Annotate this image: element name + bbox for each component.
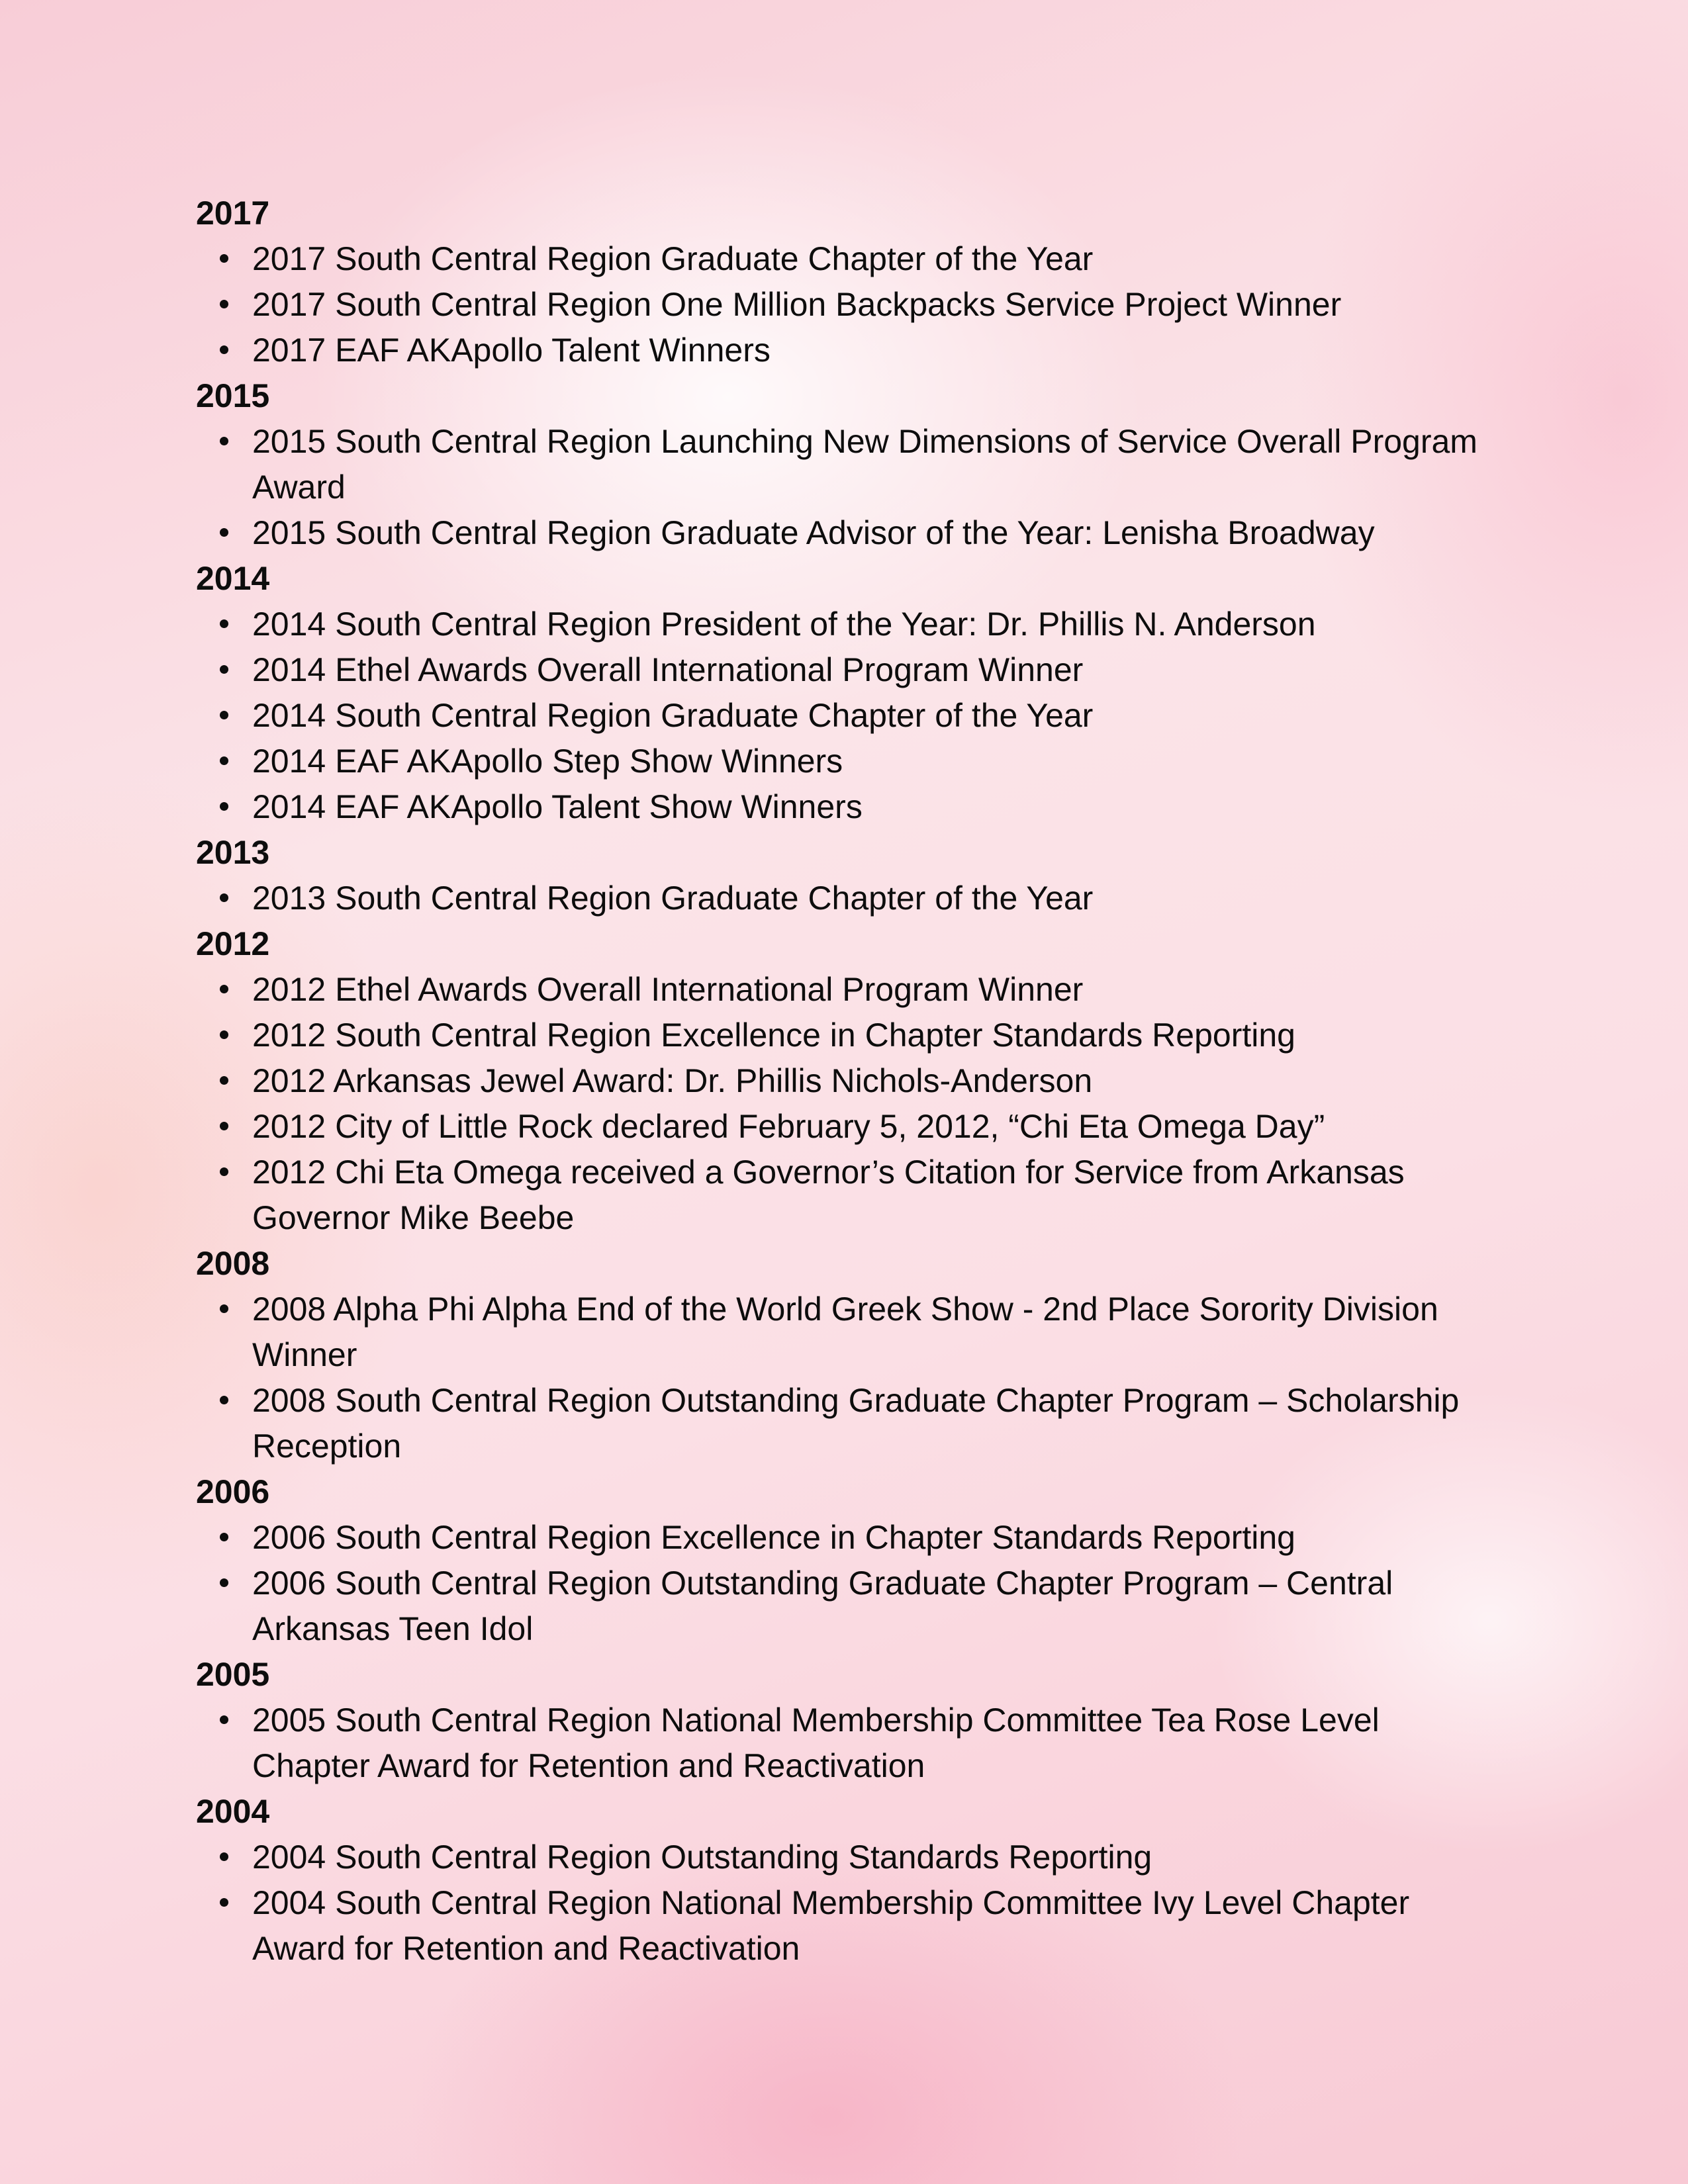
- award-item: [196, 1561, 1493, 1652]
- award-text: 2013 South Central Region Graduate Chapter of the Year: [252, 880, 1094, 917]
- year-section: [196, 1469, 1493, 1652]
- award-list: [196, 1698, 1493, 1789]
- award-item: [196, 1104, 1493, 1150]
- bullet-icon: [220, 1715, 228, 1724]
- bullet-icon: [220, 756, 228, 765]
- bullet-icon: [220, 665, 228, 674]
- bullet-icon: [220, 619, 228, 628]
- year-heading: 2015: [196, 377, 270, 414]
- year-section: [196, 191, 1493, 373]
- bullet-icon: [220, 254, 228, 263]
- award-item: [196, 784, 1493, 830]
- award-item: [196, 647, 1493, 693]
- award-item: [196, 1150, 1493, 1241]
- year-section: [196, 921, 1493, 1241]
- bullet-icon: [220, 345, 228, 354]
- bullet-icon: [220, 528, 228, 537]
- award-text: 2006 South Central Region Excellence in Chapter Standards Reporting: [252, 1519, 1295, 1556]
- award-text: 2017 EAF AKApollo Talent Winners: [252, 332, 771, 369]
- year-heading: 2008: [196, 1245, 270, 1282]
- award-item: [196, 967, 1493, 1013]
- award-item: [196, 1058, 1493, 1104]
- award-list: [196, 876, 1493, 921]
- award-item: [196, 328, 1493, 373]
- award-text: 2004 South Central Region Outstanding Standards Reporting: [252, 1839, 1152, 1876]
- award-item: [196, 1835, 1493, 1880]
- bullet-icon: [220, 1030, 228, 1039]
- bullet-icon: [220, 1533, 228, 1541]
- award-text: 2008 Alpha Phi Alpha End of the World Greek Show - 2nd Place Sorority Division Winner: [252, 1291, 1438, 1373]
- award-text: 2005 South Central Region National Membership Committee Tea Rose Level Chapter Award for Retention and Reactivation: [252, 1702, 1380, 1784]
- year-section: [196, 1652, 1493, 1789]
- award-text: 2017 South Central Region One Million Backpacks Service Project Winner: [252, 286, 1342, 323]
- bullet-icon: [220, 1076, 228, 1085]
- bullet-icon: [220, 1852, 228, 1861]
- award-list: [196, 1515, 1493, 1652]
- award-list: [196, 602, 1493, 830]
- award-list: [196, 236, 1493, 373]
- award-item: [196, 693, 1493, 739]
- year-section: [196, 556, 1493, 830]
- award-item: [196, 1515, 1493, 1561]
- award-item: [196, 236, 1493, 282]
- award-item: [196, 1287, 1493, 1378]
- award-item: [196, 876, 1493, 921]
- bullet-icon: [220, 1396, 228, 1404]
- award-item: [196, 419, 1493, 510]
- award-item: [196, 1880, 1493, 1972]
- award-text: 2014 EAF AKApollo Step Show Winners: [252, 743, 843, 780]
- award-item: [196, 602, 1493, 647]
- award-text: 2014 South Central Region President of the Year: Dr. Phillis N. Anderson: [252, 606, 1316, 643]
- award-text: 2008 South Central Region Outstanding Graduate Chapter Program – Scholarship Reception: [252, 1382, 1460, 1465]
- award-item: [196, 282, 1493, 328]
- award-list: [196, 967, 1493, 1241]
- year-heading: 2005: [196, 1656, 270, 1693]
- award-text: 2012 South Central Region Excellence in Chapter Standards Reporting: [252, 1017, 1295, 1054]
- bullet-icon: [220, 893, 228, 902]
- award-item: [196, 510, 1493, 556]
- year-heading: 2014: [196, 560, 270, 597]
- awards-content: [196, 191, 1493, 1972]
- year-section: [196, 1241, 1493, 1469]
- award-text: 2012 Arkansas Jewel Award: Dr. Phillis Nichols-Anderson: [252, 1062, 1093, 1099]
- award-text: 2014 South Central Region Graduate Chapter of the Year: [252, 697, 1094, 734]
- award-text: 2004 South Central Region National Membership Committee Ivy Level Chapter Award for Retention and Reactivation: [252, 1884, 1410, 1967]
- year-section: [196, 373, 1493, 556]
- award-text: 2014 Ethel Awards Overall International Program Winner: [252, 651, 1084, 688]
- year-section: [196, 1789, 1493, 1972]
- award-item: [196, 1013, 1493, 1058]
- award-text: 2015 South Central Region Graduate Advisor of the Year: Lenisha Broadway: [252, 514, 1375, 551]
- bullet-icon: [220, 711, 228, 719]
- award-text: 2012 Ethel Awards Overall International Program Winner: [252, 971, 1084, 1008]
- year-heading: 2004: [196, 1793, 270, 1830]
- award-list: [196, 1835, 1493, 1972]
- award-list: [196, 419, 1493, 556]
- award-text: 2012 City of Little Rock declared February 5, 2012, “Chi Eta Omega Day”: [252, 1108, 1325, 1145]
- award-text: 2014 EAF AKApollo Talent Show Winners: [252, 788, 863, 825]
- award-list: [196, 1287, 1493, 1469]
- award-item: [196, 1378, 1493, 1469]
- bullet-icon: [220, 1167, 228, 1176]
- bullet-icon: [220, 300, 228, 308]
- award-text: 2015 South Central Region Launching New Dimensions of Service Overall Program Award: [252, 423, 1477, 506]
- bullet-icon: [220, 985, 228, 993]
- bullet-icon: [220, 1122, 228, 1130]
- year-heading: 2006: [196, 1473, 270, 1510]
- year-heading: 2013: [196, 834, 270, 871]
- award-text: 2006 South Central Region Outstanding Graduate Chapter Program – Central Arkansas Teen Idol: [252, 1565, 1393, 1647]
- year-section: [196, 830, 1493, 921]
- year-heading: 2012: [196, 925, 270, 962]
- award-text: 2017 South Central Region Graduate Chapter of the Year: [252, 240, 1094, 277]
- bullet-icon: [220, 802, 228, 811]
- bullet-icon: [220, 1304, 228, 1313]
- award-item: [196, 739, 1493, 784]
- bullet-icon: [220, 1898, 228, 1907]
- year-heading: 2017: [196, 195, 270, 232]
- award-text: 2012 Chi Eta Omega received a Governor’s Citation for Service from Arkansas Governor Mike Beebe: [252, 1154, 1405, 1236]
- bullet-icon: [220, 437, 228, 445]
- award-item: [196, 1698, 1493, 1789]
- bullet-icon: [220, 1578, 228, 1587]
